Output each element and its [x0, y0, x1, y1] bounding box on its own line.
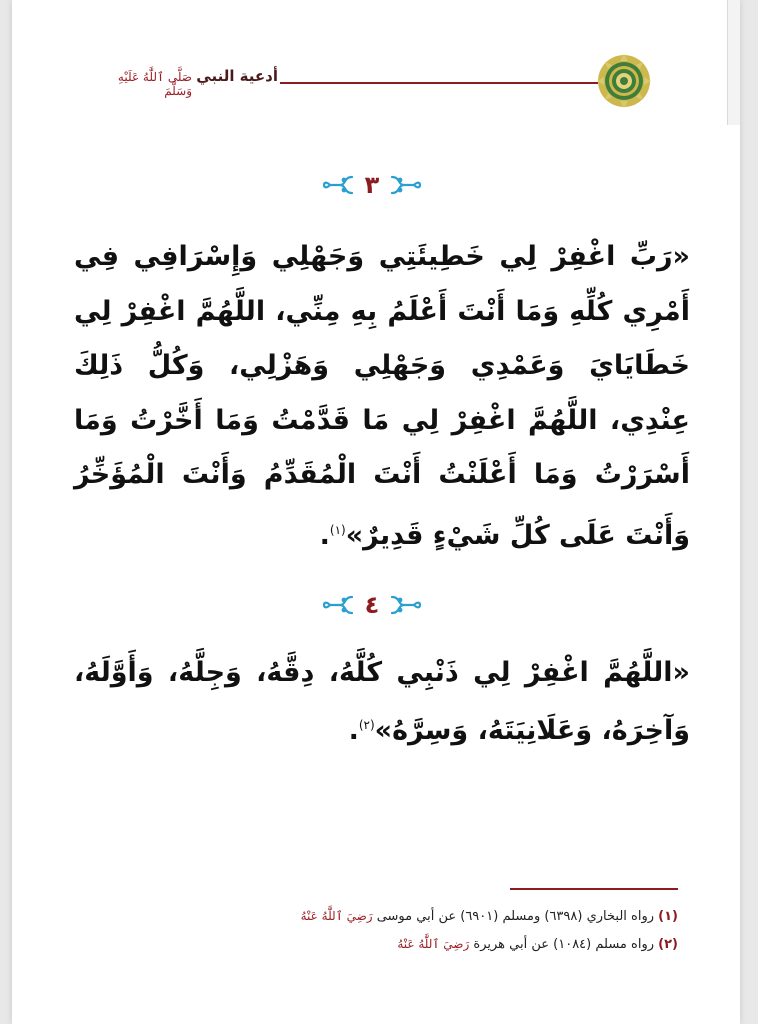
- header-rule: [280, 82, 598, 84]
- footnote-reference[interactable]: (٢): [358, 718, 375, 732]
- supplication-body: «رَبِّ اغْفِرْ لِي خَطِيئَتِي وَجَهْلِي وَإِسْرَافِي فِي أَمْرِي كُلِّهِ وَمَا أَنْتَ أَعْلَمُ بِهِ مِنِّي، اللَّهُمَّ اغْفِرْ لِي خَطَايَايَ وَعَمْدِي وَجَهْلِي وَهَزْلِي، وَكُلُّ ذَلِكَ عِنْدِي، اللَّهُمَّ اغْفِرْ لِي مَا قَدَّمْتُ وَمَا أَخَّرْتُ وَمَا أَسْرَرْتُ وَمَا أَعْلَنْتُ أَنْتَ الْمُقَدِّمُ وَأَنْتَ الْمُؤَخِّرُ وَأَنْتَ عَلَى كُلِّ شَيْءٍ قَدِيرٌ»: [74, 241, 690, 551]
- section-number: ٤: [364, 591, 380, 619]
- supplication-text-4: [74, 647, 690, 757]
- bracket-ornament-icon: [322, 174, 354, 196]
- footnote-text: رواه مسلم (١٠٨٤) عن أبي هريرة: [473, 937, 655, 952]
- footnote-separator: [510, 888, 678, 890]
- footnote-text: رواه البخاري (٦٣٩٨) ومسلم (٦٩٠١) عن أبي موسى: [376, 909, 655, 924]
- section-number: ٣: [364, 171, 380, 199]
- header-title: أدعية النبي: [196, 67, 278, 85]
- supplication-body: «اللَّهُمَّ اغْفِرْ لِي ذَنْبِي كُلَّهُ، دِقَّهُ، وَجِلَّهُ، وَأَوَّلَهُ، وَآخِرَهُ، وَعَلَانِيَتَهُ، وَسِرَّهُ»: [74, 657, 690, 746]
- bracket-ornament-icon: [322, 594, 354, 616]
- supplication-text-3: [74, 230, 690, 563]
- header-honorific: صَلَّى ٱللَّٰهُ عَلَيْهِ وَسَلَّمَ: [117, 70, 192, 98]
- book-page: [12, 0, 740, 1024]
- footnote-honorific: رَضِيَ ٱللَّٰهُ عَنْهُ: [300, 909, 373, 923]
- footnote-number: (١): [658, 909, 678, 924]
- rosette-medallion-icon: [597, 54, 651, 108]
- bracket-ornament-icon: [390, 174, 422, 196]
- supplication-end: .: [319, 519, 330, 551]
- footnote-2: [212, 934, 678, 955]
- section-marker-3: [322, 170, 422, 202]
- section-marker-4: [322, 590, 422, 622]
- supplication-end: .: [348, 715, 359, 746]
- page-header: [12, 50, 740, 110]
- footnote-reference[interactable]: (١): [329, 522, 346, 537]
- footnote-number: (٢): [658, 937, 678, 952]
- footnote-1: [212, 906, 678, 927]
- footnote-honorific: رَضِيَ ٱللَّٰهُ عَنْهُ: [397, 937, 470, 951]
- bracket-ornament-icon: [390, 594, 422, 616]
